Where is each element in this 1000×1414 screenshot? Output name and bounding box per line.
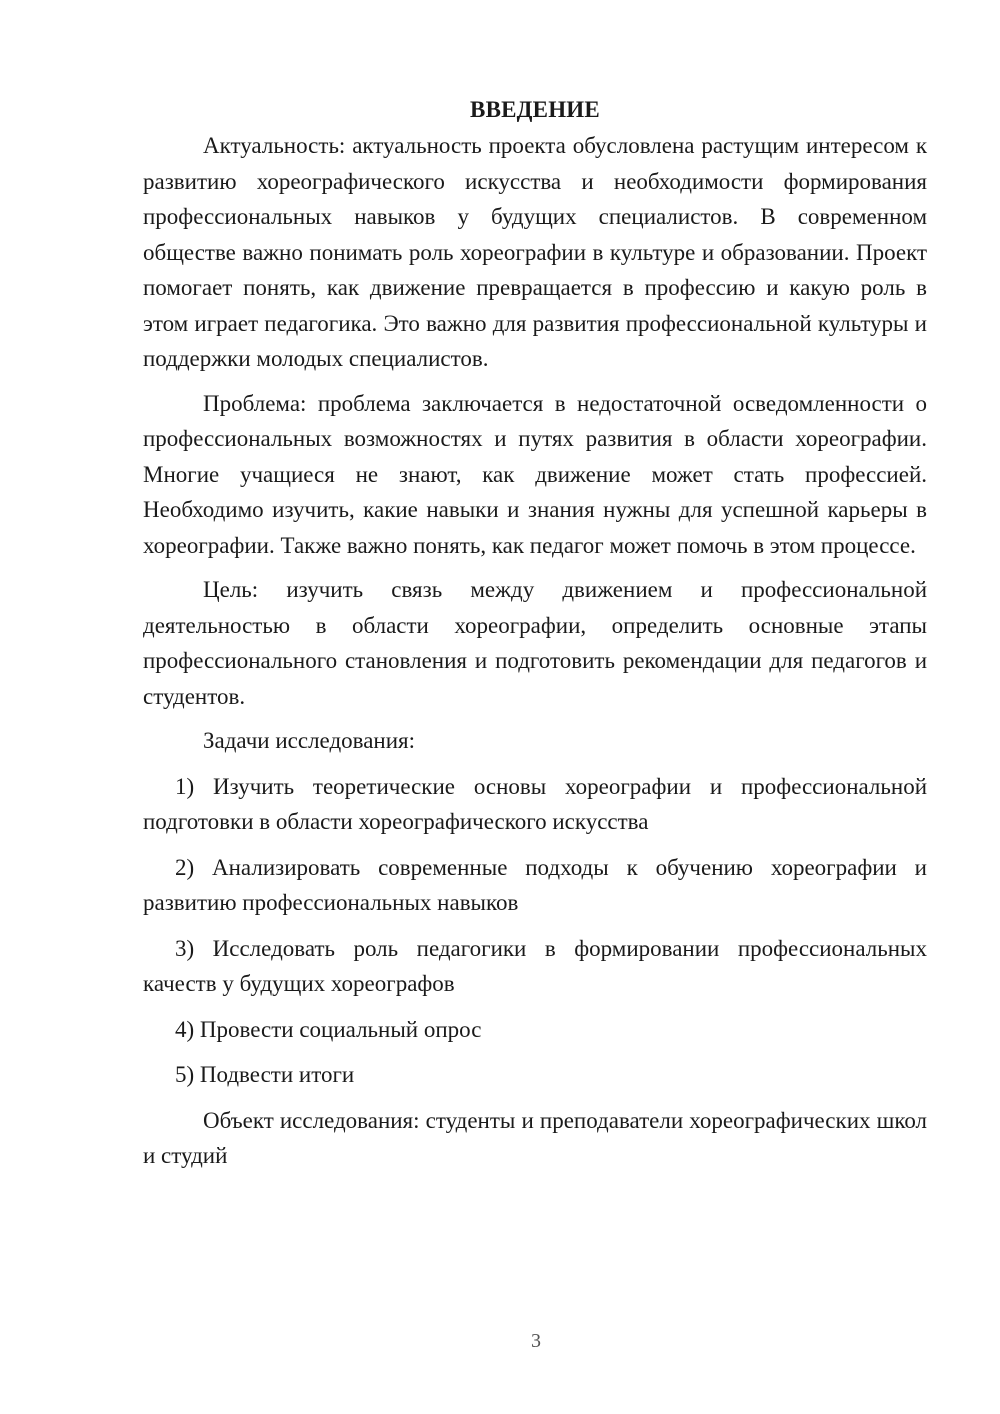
goal-paragraph: Цель: изучить связь между движением и профессиональной деятельностью в области хореографии, определить основные этапы профессионального становления и подготовить рекомендации для педагогов и студентов.	[143, 577, 927, 709]
task-item-2: 2) Анализировать современные подходы к обучению хореографии и развитию профессиональных навыков	[143, 854, 927, 915]
problem-paragraph: Проблема: проблема заключается в недостаточной осведомленности о профессиональных возможностях и путях развития в области хореографии. Многие учащиеся не знают, как движение может стать профессией. Необходимо изучить, какие навыки и знания нужны для успешной карьеры в хореографии. Также важно понять, как педагог может помочь в этом процессе.	[143, 390, 927, 558]
page-content	[143, 92, 927, 1183]
task-item-3: 3) Исследовать роль педагогики в формировании профессиональных качеств у будущих хореографов	[143, 935, 927, 996]
object-paragraph: Объект исследования: студенты и преподаватели хореографических школ и студий	[143, 1107, 927, 1168]
page-number: 3	[531, 1330, 541, 1352]
tasks-heading: Задачи исследования:	[203, 728, 416, 753]
task-item-1: 1) Изучить теоретические основы хореографии и профессиональной подготовки в области хореографического искусства	[143, 773, 927, 834]
task-item-4: 4) Провести социальный опрос	[175, 1016, 482, 1042]
task-item-5: 5) Подвести итоги	[175, 1062, 355, 1087]
section-title: ВВЕДЕНИЕ	[470, 97, 600, 122]
relevance-paragraph: Актуальность: актуальность проекта обусловлена растущим интересом к развитию хореографического искусства и необходимости формирования профессиональных навыков у будущих специалистов. В современном обществе важно понимать роль хореографии в культуре и образовании. Проект помогает понять, как движение превращается в профессию и какую роль в этом играет педагогика. Это важно для развития профессиональной культуры и поддержки молодых специалистов.	[143, 133, 927, 371]
